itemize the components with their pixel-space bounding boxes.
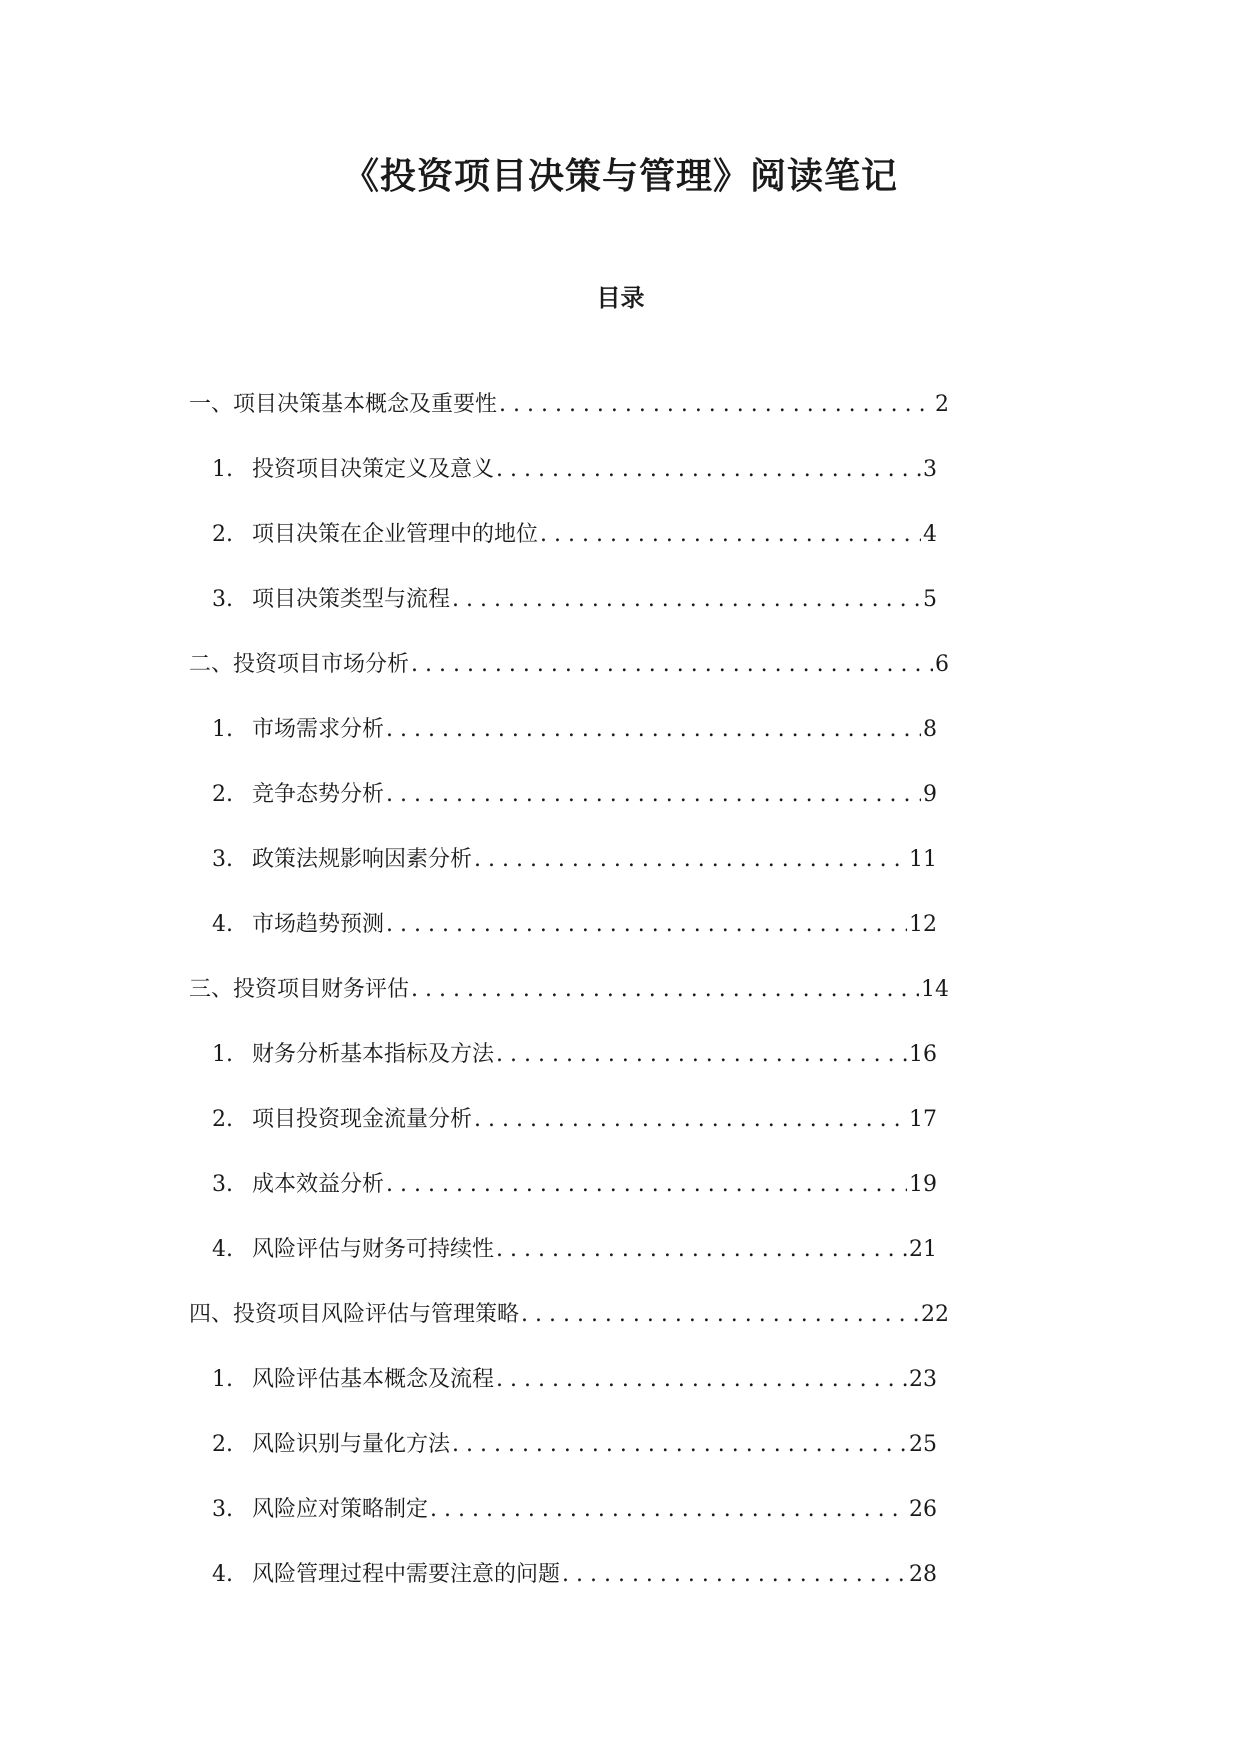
- toc-entry-number: 2.: [212, 522, 233, 547]
- toc-dot-leader: [494, 1233, 907, 1267]
- toc-subsection[interactable]: [212, 713, 937, 778]
- toc-entry-number: 3.: [212, 1497, 233, 1522]
- toc-entry-number: 3.: [212, 587, 233, 612]
- toc-entry-number: 2.: [212, 1107, 233, 1132]
- toc-entry-number: 2.: [212, 1432, 233, 1457]
- toc-entry-title: 三、投资项目财务评估: [189, 977, 410, 1002]
- toc-page-number: 21: [907, 1233, 937, 1267]
- toc-subsection[interactable]: [212, 1493, 937, 1558]
- toc-page-number: 19: [907, 1168, 937, 1202]
- toc-page-number: 6: [933, 648, 949, 682]
- toc-page-number: 16: [907, 1038, 937, 1072]
- toc-entry-title: 风险应对策略制定: [252, 1497, 429, 1522]
- toc-section[interactable]: [189, 1298, 949, 1363]
- toc-entry-title: 政策法规影响因素分析: [252, 847, 473, 872]
- toc-dot-leader: [494, 453, 921, 487]
- toc-subsection[interactable]: [212, 583, 937, 648]
- toc-page-number: 4: [921, 518, 937, 552]
- toc-page-number: 3: [921, 453, 937, 487]
- toc-page-number: 14: [919, 973, 949, 1007]
- toc-entry-title: 项目投资现金流量分析: [252, 1107, 473, 1132]
- toc-section[interactable]: [189, 388, 949, 453]
- toc-page-number: 17: [907, 1103, 937, 1137]
- toc-entry-title: 项目决策在企业管理中的地位: [252, 522, 539, 547]
- toc-entry-number: 4.: [212, 1237, 233, 1262]
- toc-dot-leader: [409, 648, 933, 682]
- toc-dot-leader: [428, 1493, 907, 1527]
- toc-entry-title: 市场趋势预测: [252, 912, 385, 937]
- toc-entry-number: 1.: [212, 717, 233, 742]
- toc-entry-number: 3.: [212, 847, 233, 872]
- toc-subsection[interactable]: [212, 908, 937, 973]
- toc-dot-leader: [472, 843, 907, 877]
- toc-entry-title: 财务分析基本指标及方法: [252, 1042, 495, 1067]
- toc-entry-number: 2.: [212, 782, 233, 807]
- toc-entry-title: 风险识别与量化方法: [252, 1432, 451, 1457]
- toc-entry-title: 二、投资项目市场分析: [189, 652, 410, 677]
- toc-entry-title: 投资项目决策定义及意义: [252, 457, 495, 482]
- toc-dot-leader: [450, 1428, 907, 1462]
- toc-subsection[interactable]: [212, 1103, 937, 1168]
- toc-page-number: 2: [933, 388, 949, 422]
- toc-entry-title: 成本效益分析: [252, 1172, 385, 1197]
- toc-subsection[interactable]: [212, 843, 937, 908]
- toc-dot-leader: [538, 518, 921, 552]
- toc-entry-title: 风险管理过程中需要注意的问题: [252, 1562, 561, 1587]
- toc-entry-number: 4.: [212, 912, 233, 937]
- toc-subsection[interactable]: [212, 1363, 937, 1428]
- toc-subsection[interactable]: [212, 1168, 937, 1233]
- toc-entry-number: 1.: [212, 1042, 233, 1067]
- toc-entry-number: 4.: [212, 1562, 233, 1587]
- toc-page-number: 28: [907, 1558, 937, 1592]
- toc-dot-leader: [472, 1103, 907, 1137]
- toc-subsection[interactable]: [212, 1558, 937, 1623]
- toc-page-number: 12: [907, 908, 937, 942]
- toc-page-number: 9: [921, 778, 937, 812]
- toc-dot-leader: [409, 973, 919, 1007]
- toc-dot-leader: [384, 1168, 907, 1202]
- toc-subsection[interactable]: [212, 778, 937, 843]
- toc-dot-leader: [494, 1038, 907, 1072]
- toc-dot-leader: [497, 388, 933, 422]
- toc-entry-title: 风险评估与财务可持续性: [252, 1237, 495, 1262]
- toc-page-number: 11: [907, 843, 937, 877]
- toc-subsection[interactable]: [212, 1233, 937, 1298]
- toc-entry-title: 风险评估基本概念及流程: [252, 1367, 495, 1392]
- toc-entry-title: 一、项目决策基本概念及重要性: [189, 392, 498, 417]
- toc-entry-title: 市场需求分析: [252, 717, 385, 742]
- toc-page-number: 25: [907, 1428, 937, 1462]
- toc-entry-title: 竞争态势分析: [252, 782, 385, 807]
- toc-subsection[interactable]: [212, 1038, 937, 1103]
- toc-entry-title: 项目决策类型与流程: [252, 587, 451, 612]
- toc-entry-number: 1.: [212, 1367, 233, 1392]
- document-title: 《投资项目决策与管理》阅读笔记: [342, 155, 898, 197]
- toc-dot-leader: [450, 583, 921, 617]
- toc-entry-number: 1.: [212, 457, 233, 482]
- toc-entry-number: 3.: [212, 1172, 233, 1197]
- toc-subsection[interactable]: [212, 1428, 937, 1493]
- toc-dot-leader: [384, 908, 907, 942]
- toc-dot-leader: [560, 1558, 907, 1592]
- toc-dot-leader: [494, 1363, 907, 1397]
- toc-page-number: 22: [919, 1298, 949, 1332]
- toc-subsection[interactable]: [212, 453, 937, 518]
- toc-section[interactable]: [189, 973, 949, 1038]
- toc-subsection[interactable]: [212, 518, 937, 583]
- toc-heading: 目录: [596, 283, 645, 312]
- table-of-contents: [0, 388, 1241, 1623]
- toc-page-number: 5: [921, 583, 937, 617]
- toc-page-number: 26: [907, 1493, 937, 1527]
- toc-page-number: 8: [921, 713, 937, 747]
- toc-dot-leader: [384, 713, 921, 747]
- toc-entry-title: 四、投资项目风险评估与管理策略: [189, 1302, 520, 1327]
- toc-section[interactable]: [189, 648, 949, 713]
- toc-page-number: 23: [907, 1363, 937, 1397]
- toc-dot-leader: [519, 1298, 919, 1332]
- toc-dot-leader: [384, 778, 921, 812]
